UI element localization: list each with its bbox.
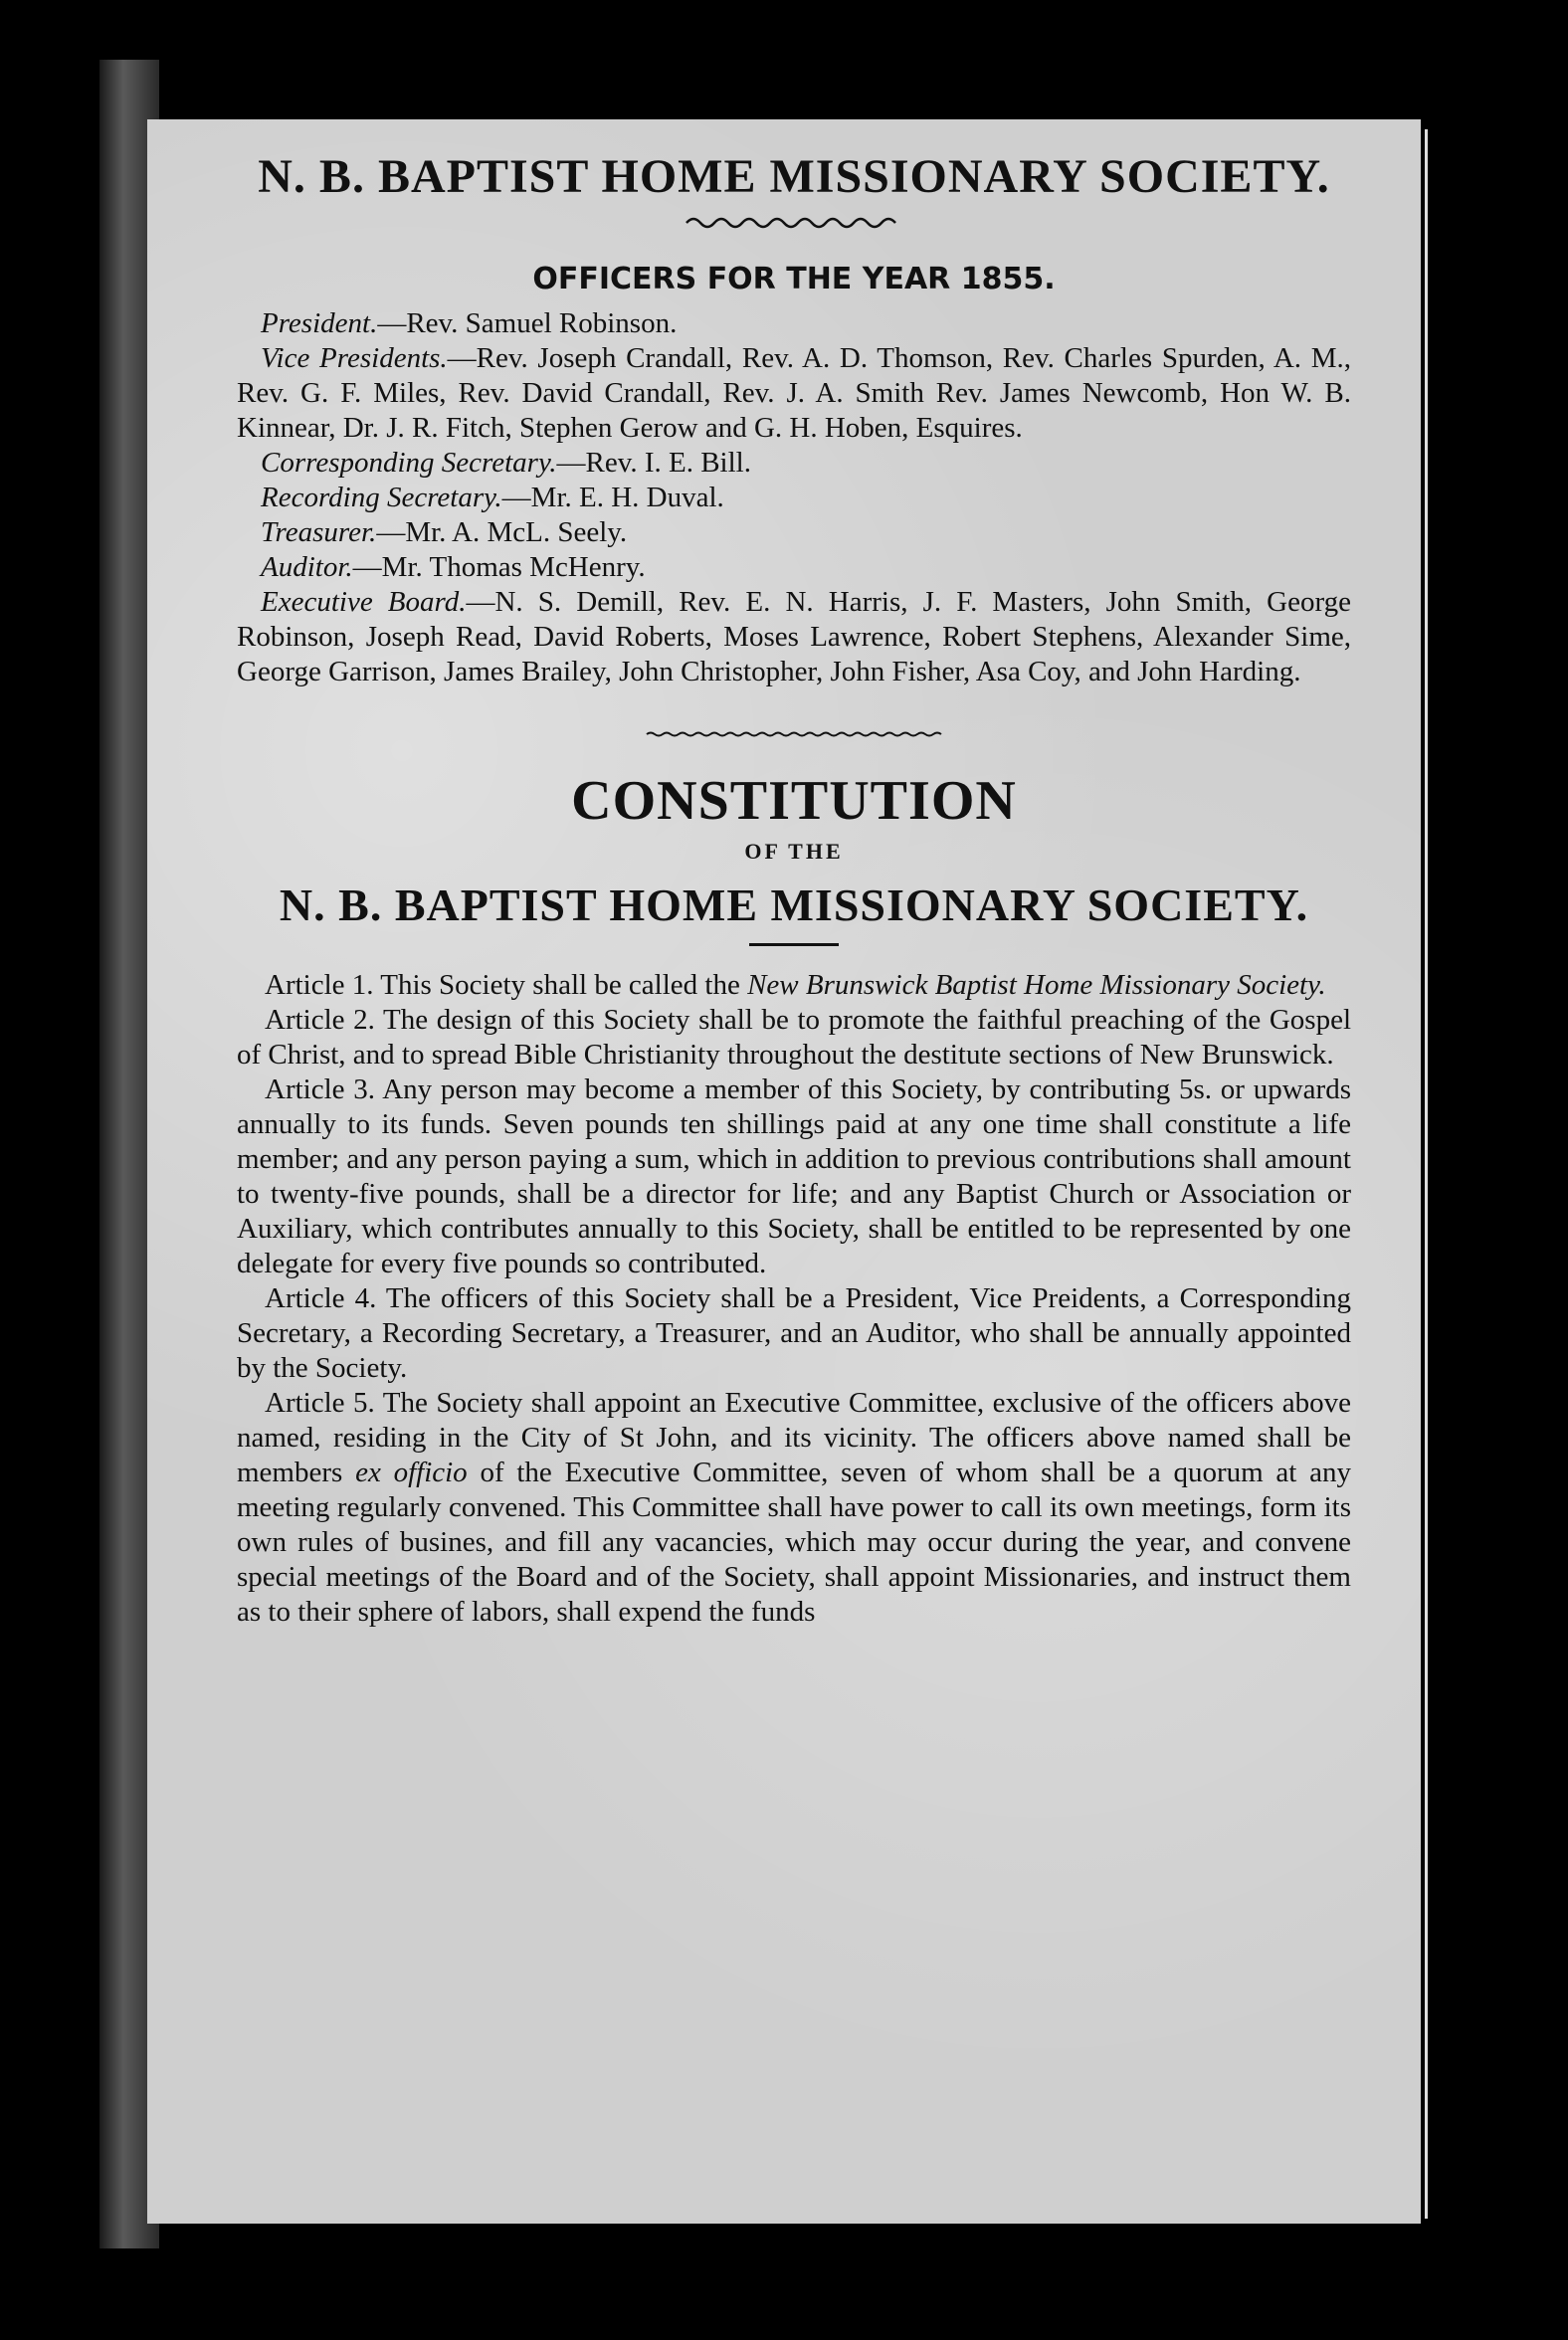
article-text: The design of this Society shall be to promote the faithful preaching of the Gospel of Christ, and to spread Bible Christianity throughout the destitute sections of New Brunswick. (237, 1004, 1352, 1071)
article-label: Article 1. (265, 969, 374, 1001)
officers-list (237, 306, 1351, 689)
article-text: of the Executive Committee, seven of whom shall be a quorum at any meeting regularly convened. This Committee shall have power to call its own meetings, form its own rules of busines, and fill any vacancies, which may occur during the year, and convene special meetings of the Board and of the Society, shall appoint Missionaries, and instruct them as to their sphere of labors, shall expend the funds (237, 1457, 1351, 1628)
article-1 (237, 968, 1351, 1003)
officer-entry-recording-secretary (237, 481, 1351, 515)
officer-role: Corresponding Secretary. (261, 447, 557, 479)
article-label: Article 3. (265, 1073, 376, 1105)
officer-names: —Mr. A. McL. Seely. (376, 516, 628, 548)
officer-names: —N. S. Demill, Rev. E. N. Harris, J. F. Masters, John Smith, George Robinson, Joseph Read, David Roberts, Moses Lawrence, Robert Stephens, Alexander Sime, George Garrison, James Brailey, John Christopher, John Fisher, Asa Coy, and John Harding. (237, 586, 1351, 687)
article-label: Article 2. (265, 1004, 375, 1036)
officer-role: Vice Presidents. (261, 342, 448, 374)
constitution-articles (237, 968, 1351, 1630)
article-label: Article 5. (265, 1387, 375, 1419)
decorative-squiggle (685, 214, 903, 232)
article-text: This Society shall be called the (380, 969, 740, 1001)
article-5 (237, 1386, 1351, 1630)
officer-entry-vice-presidents (237, 341, 1351, 446)
officer-entry-president (237, 306, 1351, 341)
officer-role: Auditor. (261, 551, 353, 583)
article-3 (237, 1072, 1351, 1281)
article-text: The Society shall appoint an Executive Committee, exclusive of the officers above named, residing in the City of St John, and its vicinity. The officers above named shall be members (237, 1387, 1351, 1488)
officer-names: —Rev. Joseph Crandall, Rev. A. D. Thomson, Rev. Charles Spurden, A. M., Rev. G. F. Miles, Rev. David Crandall, Rev. J. A. Smith Rev. James Newcomb, Hon W. B. Kinnear, Dr. J. R. Fitch, Stephen Gerow and G. H. Hoben, Esquires. (237, 342, 1351, 444)
article-2 (237, 1003, 1351, 1072)
officer-entry-treasurer (237, 515, 1351, 550)
article-4 (237, 1281, 1351, 1386)
page-header-title: N. B. BAPTIST HOME MISSIONARY SOCIETY. (258, 150, 1330, 203)
article-text: Any person may become a member of this Society, by contributing 5s. or upwards annually to its funds. Seven pounds ten shillings paid at any one time shall constitute a life member; and any person paying a sum, which in addition to previous contributions shall amount to twenty-five pounds, shall be a director for life; and any Baptist Church or Association or Auxiliary, which contributes annually to this Society, shall be entitled to be represented by one delegate for every five pounds so contributed. (237, 1073, 1351, 1279)
officer-role: Recording Secretary. (261, 482, 502, 513)
page-border-line (1425, 129, 1428, 2219)
officer-entry-corresponding-secretary (237, 446, 1351, 481)
officer-names: —Mr. Thomas McHenry. (352, 551, 646, 583)
officers-heading: OFFICERS FOR THE YEAR 1855. (532, 262, 1056, 296)
title-underline (749, 943, 839, 946)
officer-names: —Rev. I. E. Bill. (556, 447, 751, 479)
society-name-italic: New Brunswick Baptist Home Missionary Society. (747, 969, 1326, 1001)
officer-entry-executive-board (237, 585, 1351, 689)
constitution-title: CONSTITUTION (571, 770, 1017, 832)
section-divider (645, 729, 943, 739)
officer-role: Executive Board. (261, 586, 467, 618)
officer-names: —Rev. Samuel Robinson. (377, 307, 678, 339)
document-page (147, 119, 1421, 2224)
article-label: Article 4. (265, 1282, 377, 1314)
ex-officio-italic: ex officio (355, 1457, 468, 1488)
officer-role: President. (261, 307, 378, 339)
constitution-society-name: N. B. BAPTIST HOME MISSIONARY SOCIETY. (279, 879, 1309, 930)
officer-entry-auditor (237, 550, 1351, 585)
article-text: The officers of this Society shall be a President, Vice Preidents, a Corresponding Secretary, a Recording Secretary, a Treasurer, and an Auditor, who shall be annually appointed by the Society. (237, 1282, 1351, 1384)
constitution-of-the: OF THE (744, 839, 844, 864)
officer-role: Treasurer. (261, 516, 377, 548)
officer-names: —Mr. E. H. Duval. (501, 482, 724, 513)
